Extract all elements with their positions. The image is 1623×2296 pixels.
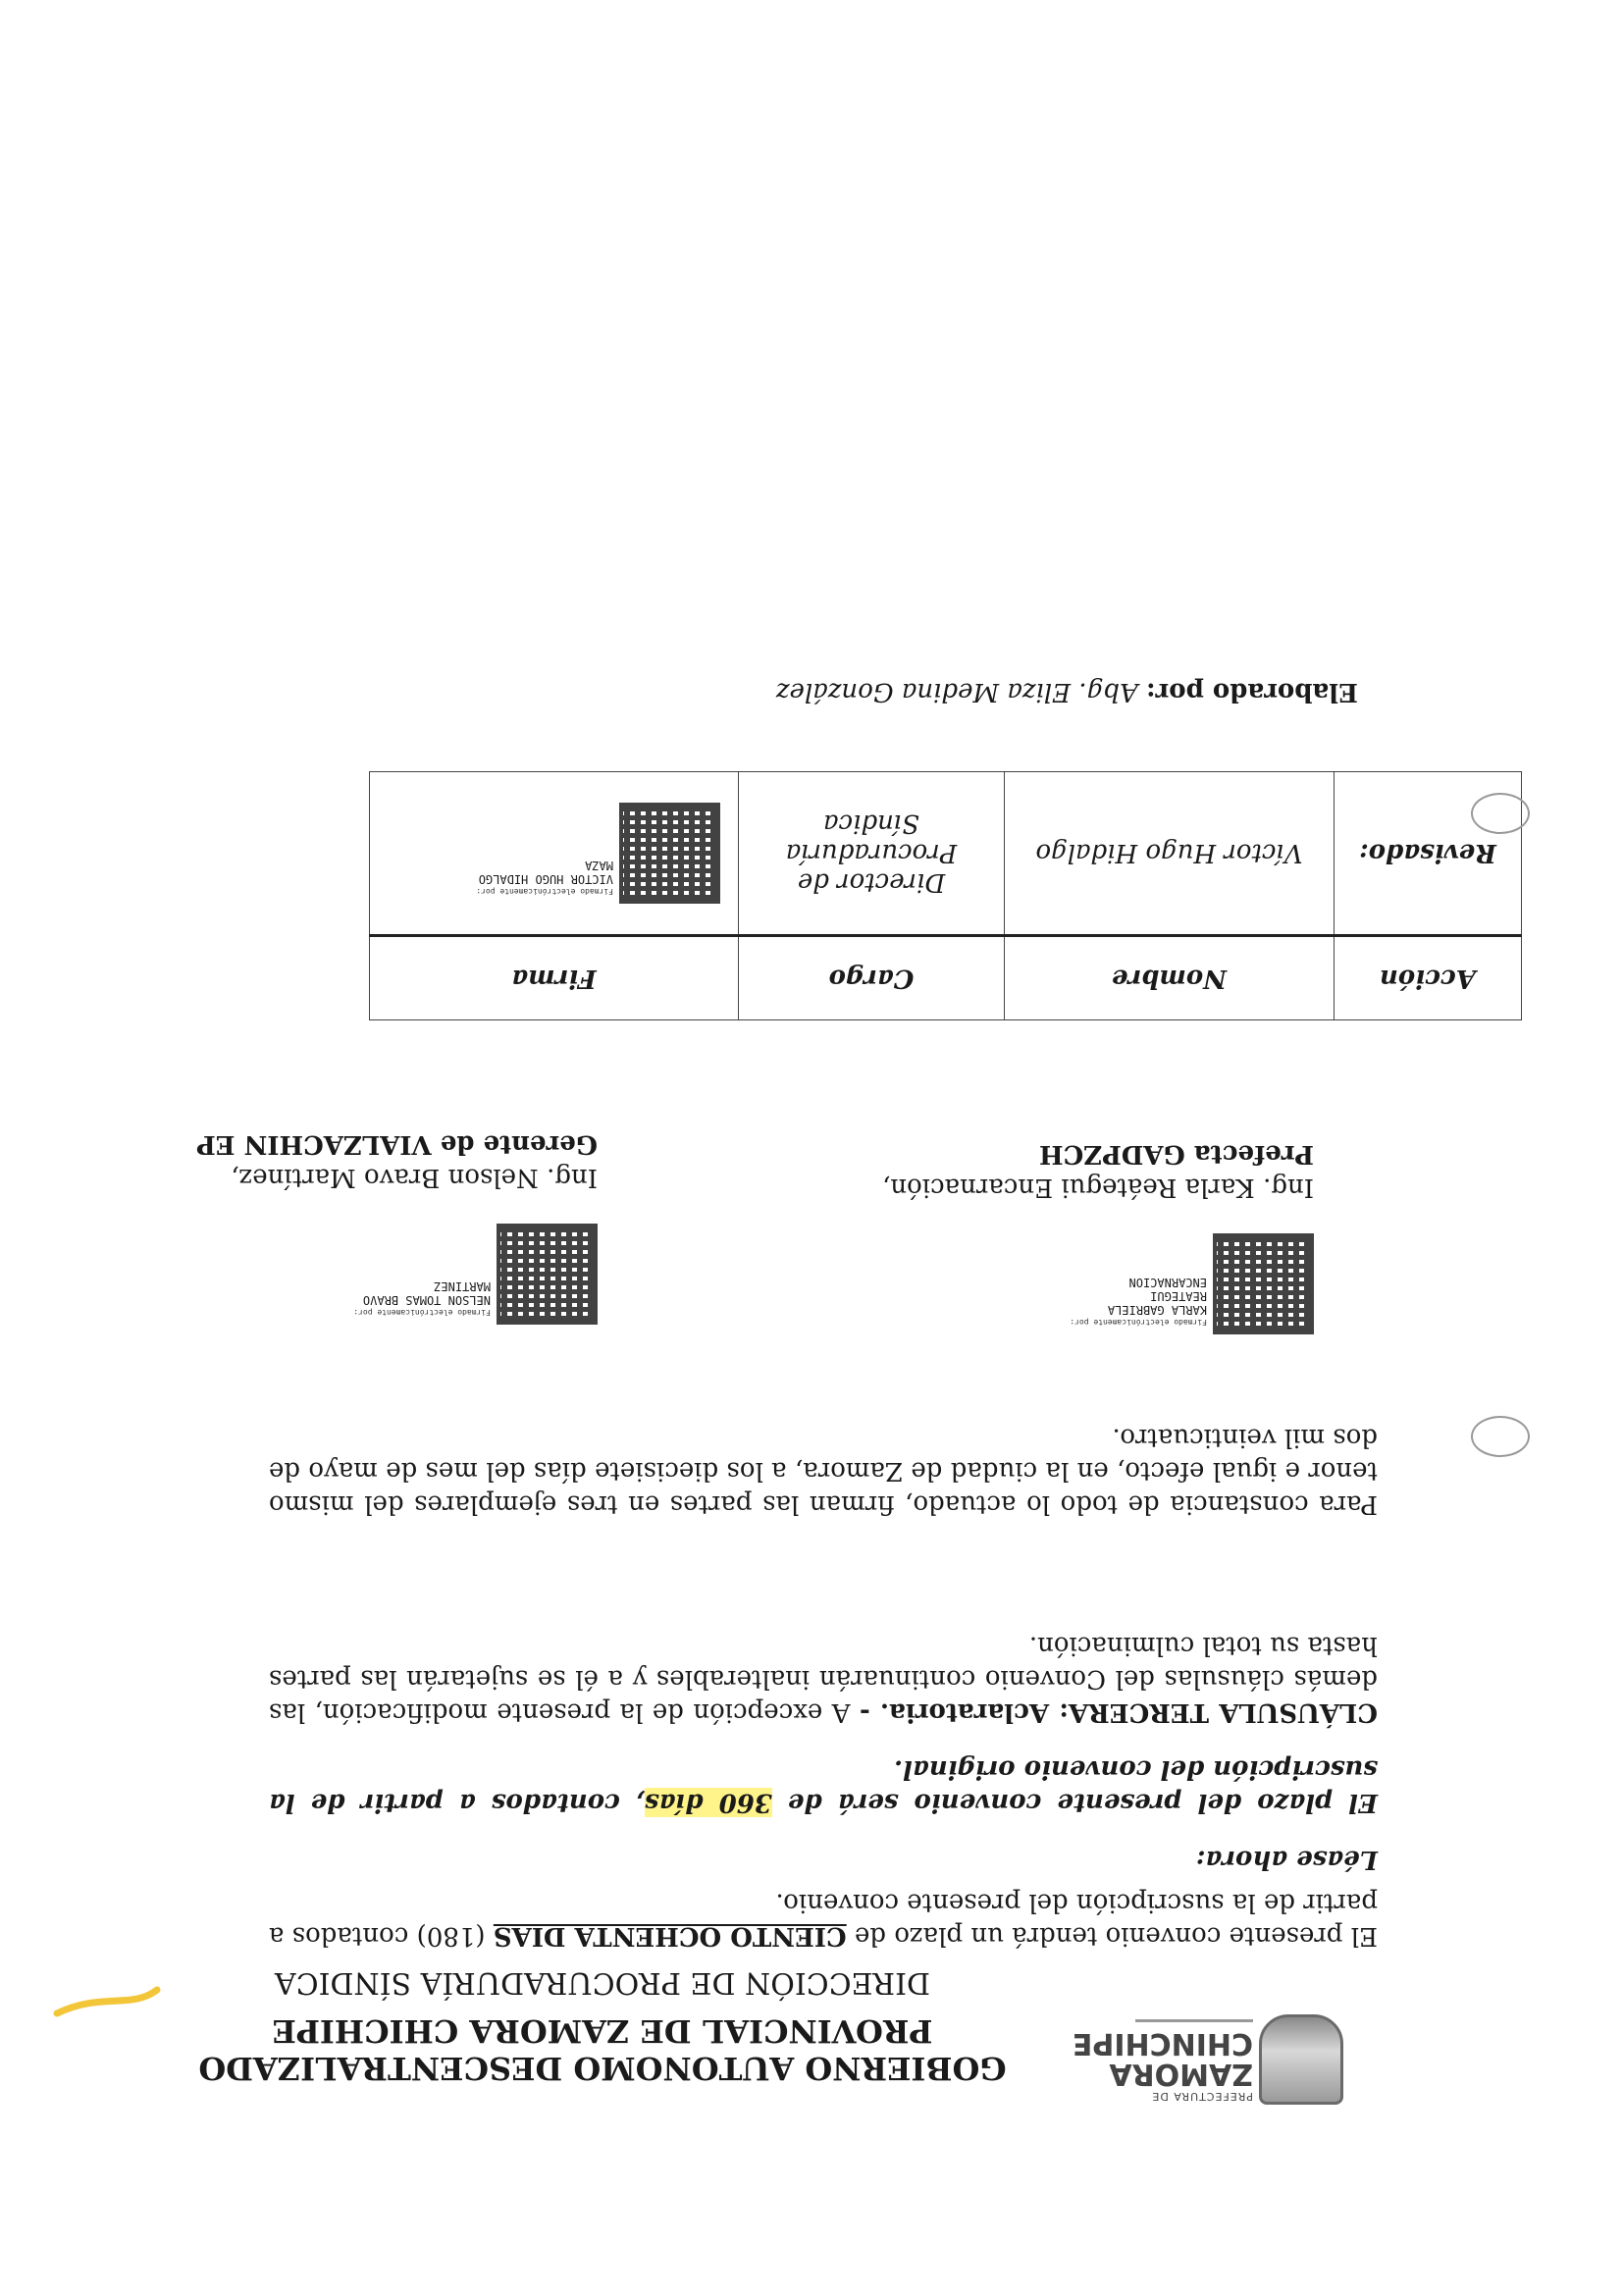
- table-header-row: [370, 936, 1522, 1020]
- title-line2: PROVINCIAL DE ZAMORA CHICHIPE: [272, 2012, 933, 2050]
- coat-of-arms-icon: [1259, 2014, 1343, 2105]
- title-line1: GOBIERNO AUTONOMO DESCENTRALIZADO: [198, 2050, 1007, 2087]
- logo-name-line2: CHINCHIPE: [1072, 2026, 1253, 2061]
- cargo-line3: Síndica: [823, 809, 919, 839]
- paragraph-plazo-nuevo: [269, 1752, 1378, 1819]
- cell-firma: [370, 772, 739, 936]
- page-subtitle: DIRECCIÓN DE PROCURADURÍA SÍNDICA: [274, 1965, 931, 2000]
- stamp-name-line1: VICTOR HUGO HIDALGO: [478, 872, 613, 886]
- punch-hole: [1471, 793, 1530, 834]
- signature-stamp-text: [353, 1279, 491, 1325]
- p3-highlight: 360 días: [645, 1788, 772, 1817]
- paragraph-plazo-original: [269, 1886, 1378, 1953]
- paragraph-lease-ahora: Léase ahora:: [1195, 1845, 1378, 1874]
- cargo-line2: Procuraduría: [785, 838, 958, 868]
- qr-code-icon: [1213, 1233, 1314, 1334]
- paragraph-clausula-tercera: [269, 1629, 1378, 1729]
- p3-text-c: , contados a partir de la suscripción del convenio original.: [269, 1754, 1378, 1817]
- signer-role: Prefecta GADPZCH: [1039, 1139, 1314, 1169]
- column-header: Cargo: [739, 936, 1005, 1020]
- stamp-caption: Firmado electrónicamente por:: [353, 1308, 491, 1317]
- signer-name: Ing. Nelson Bravo Martínez,: [231, 1163, 598, 1192]
- paragraph-constancia: Para constancia de todo lo actuado, firman las partes en tres ejemplares del mismo tenor e igual efecto, en la ciudad de Zamora, a los diecisiete días del mes de mayo de dos mil veinticuatro.: [269, 1423, 1378, 1519]
- prefectura-logo: [1072, 2016, 1343, 2105]
- stamp-name-line1: KARLA GABRIELA: [1107, 1303, 1207, 1317]
- stamp-name-line1: NELSON TOMAS BRAVO: [362, 1293, 491, 1307]
- elaborado-por: [776, 677, 1358, 706]
- table-row: [370, 772, 1522, 936]
- column-header: Firma: [370, 936, 739, 1020]
- cargo-line1: Director de: [797, 867, 946, 898]
- punch-hole: [1471, 1416, 1530, 1457]
- column-header: Acción: [1335, 936, 1522, 1020]
- review-table: [369, 771, 1522, 1020]
- logo-name: [1073, 2028, 1253, 2089]
- logo-name-line1: ZAMORA: [1109, 2057, 1253, 2091]
- signer-name: Ing. Karla Reátegui Encarnación,: [882, 1173, 1314, 1202]
- p1-text-c: (180) contados a partir de la suscripción del presente convenio.: [269, 1888, 1378, 1951]
- stamp-caption: Firmado electrónicamente por:: [1070, 1318, 1207, 1327]
- signature-right: [196, 1127, 598, 1325]
- highlighter-mark: [53, 1986, 161, 2019]
- p1-text-bold: CIENTO OCHENTA DIAS: [493, 1921, 847, 1951]
- column-header: Nombre: [1005, 936, 1335, 1020]
- stamp-name-line3: ENCARNACION: [1128, 1276, 1207, 1289]
- clausula-heading: CLÁUSULA TERCERA: Aclaratoria. -: [859, 1697, 1378, 1727]
- clausula-text: A excepción de la presente modificación, las demás cláusulas del Convenio continuarán inalterables y a él se sujetarán las partes hasta su total culminación.: [269, 1631, 1378, 1727]
- p1-text-a: El presente convenio tendrá un plazo de: [846, 1921, 1378, 1951]
- p3-text-a: El plazo del presente convenio será de: [771, 1788, 1378, 1817]
- logo-small-text: PREFECTURA DE: [1151, 2090, 1253, 2103]
- signature-left: [882, 1137, 1314, 1334]
- stamp-name-line2: MARTINEZ: [434, 1279, 491, 1293]
- logo-underline: [1135, 2019, 1253, 2022]
- signer-role: Gerente de VIALZACHIN EP: [196, 1129, 598, 1159]
- stamp-name-line2: MAZA: [585, 859, 613, 872]
- stamp-name-line2: REATEGUI: [1150, 1289, 1207, 1303]
- cell-cargo: [739, 772, 1005, 936]
- elaborado-label: Elaborado por:: [1146, 677, 1358, 706]
- page-title: [131, 2012, 1073, 2087]
- stamp-caption: Firmado electrónicamente por:: [476, 887, 613, 896]
- signature-stamp-text: [1070, 1276, 1207, 1334]
- cell-accion: Revisado:: [1335, 772, 1522, 936]
- elaborado-value: Abg. Eliza Medina González: [775, 677, 1146, 706]
- signature-stamp-text: [476, 859, 613, 904]
- qr-code-icon: [497, 1224, 598, 1325]
- qr-code-icon: [619, 803, 720, 904]
- cell-nombre: Víctor Hugo Hidalgo: [1005, 772, 1335, 936]
